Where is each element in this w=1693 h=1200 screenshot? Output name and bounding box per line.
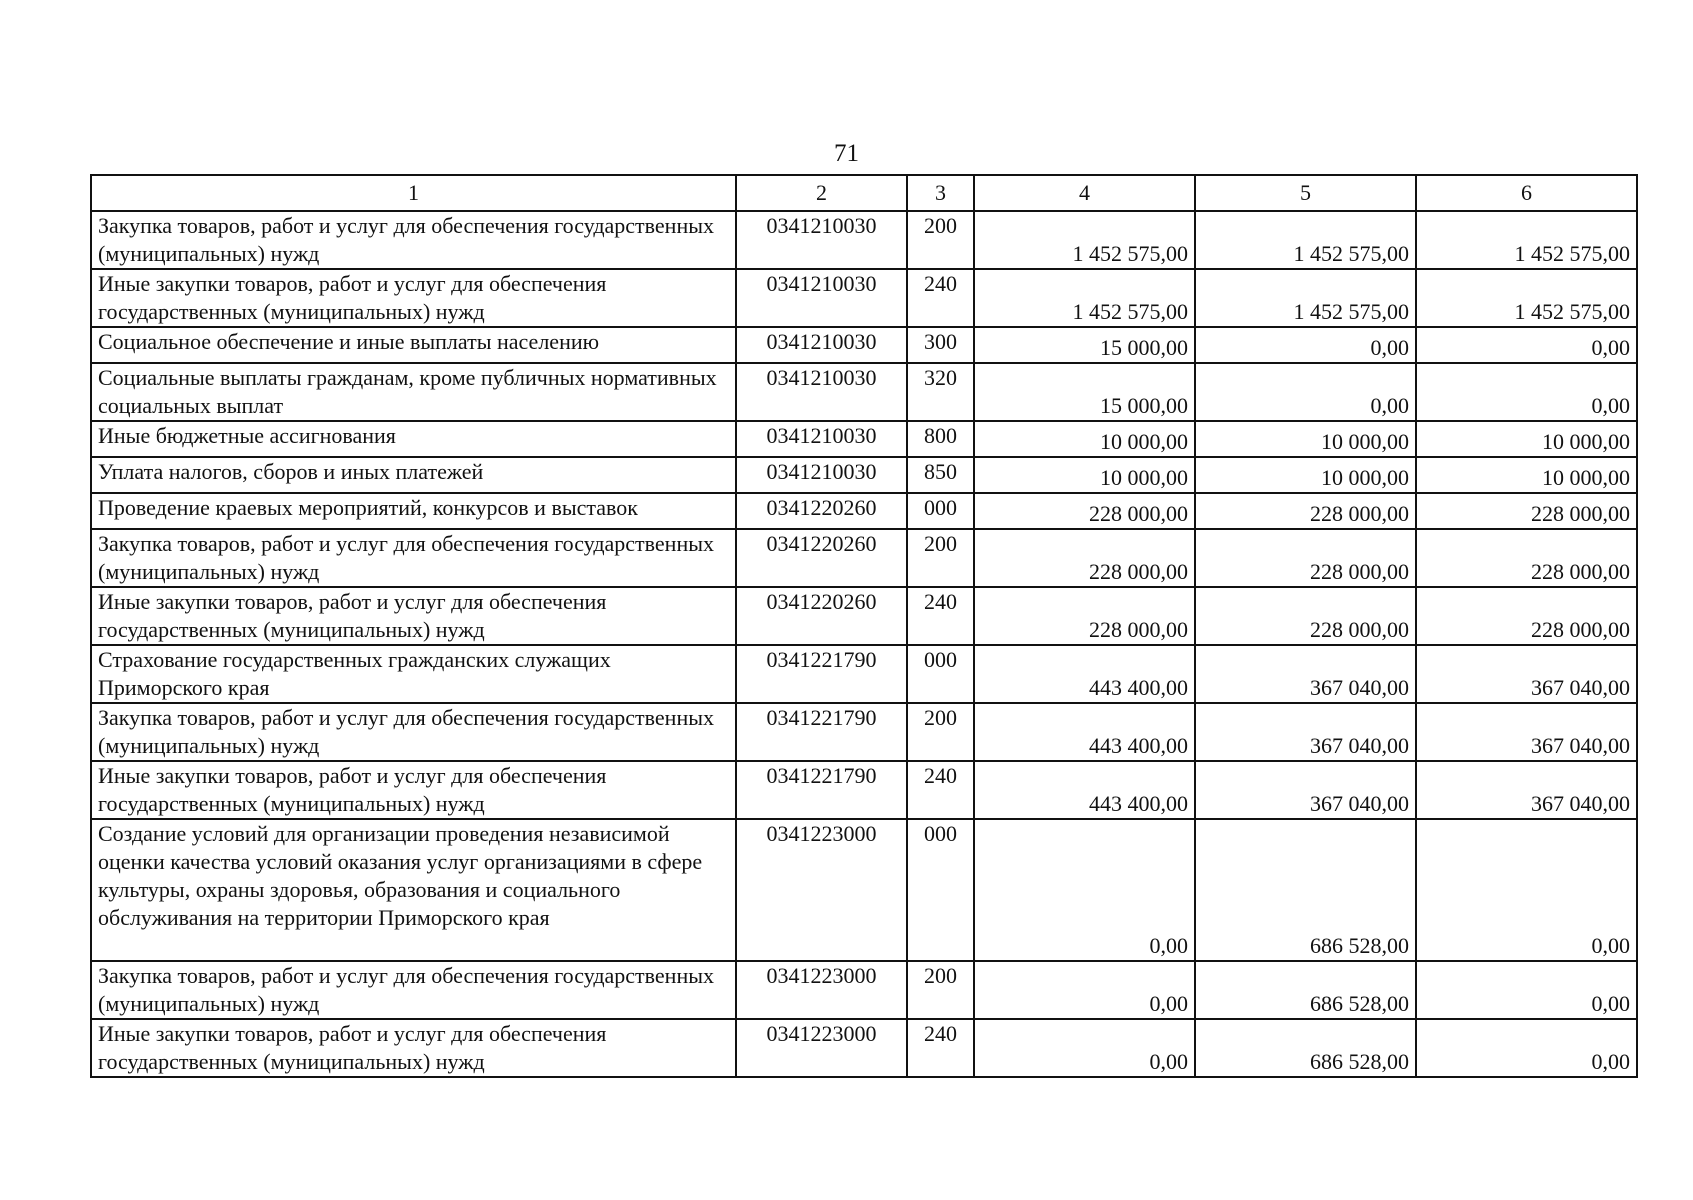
row-code: 0341210030 — [736, 211, 907, 269]
row-value-5: 228 000,00 — [1195, 529, 1416, 587]
row-value-6: 367 040,00 — [1416, 703, 1637, 761]
row-code: 0341221790 — [736, 703, 907, 761]
row-name: Уплата налогов, сборов и иных платежей — [91, 457, 736, 493]
row-code: 0341220260 — [736, 587, 907, 645]
row-value-4: 443 400,00 — [974, 761, 1195, 819]
table-header-row — [91, 175, 1637, 211]
row-code: 0341220260 — [736, 529, 907, 587]
row-kind: 240 — [907, 269, 974, 327]
row-value-5: 0,00 — [1195, 363, 1416, 421]
table-row — [91, 421, 1637, 457]
row-code: 0341221790 — [736, 761, 907, 819]
row-name: Социальные выплаты гражданам, кроме публичных нормативных социальных выплат — [91, 363, 736, 421]
row-value-5: 228 000,00 — [1195, 493, 1416, 529]
table-row — [91, 327, 1637, 363]
row-name: Иные закупки товаров, работ и услуг для обеспечения государственных (муниципальных) нужд — [91, 587, 736, 645]
row-code: 0341210030 — [736, 363, 907, 421]
row-name: Социальное обеспечение и иные выплаты населению — [91, 327, 736, 363]
column-header: 3 — [907, 175, 974, 211]
row-value-5: 0,00 — [1195, 327, 1416, 363]
row-kind: 200 — [907, 703, 974, 761]
row-name: Иные закупки товаров, работ и услуг для обеспечения государственных (муниципальных) нужд — [91, 761, 736, 819]
row-name: Проведение краевых мероприятий, конкурсов и выставок — [91, 493, 736, 529]
row-value-4: 0,00 — [974, 1019, 1195, 1077]
row-kind: 200 — [907, 529, 974, 587]
row-name: Иные закупки товаров, работ и услуг для обеспечения государственных (муниципальных) нужд — [91, 269, 736, 327]
row-value-6: 0,00 — [1416, 327, 1637, 363]
column-header: 4 — [974, 175, 1195, 211]
row-code: 0341223000 — [736, 961, 907, 1019]
row-value-6: 228 000,00 — [1416, 493, 1637, 529]
row-value-4: 443 400,00 — [974, 703, 1195, 761]
table-row — [91, 529, 1637, 587]
table-row — [91, 961, 1637, 1019]
row-kind: 200 — [907, 961, 974, 1019]
row-value-5: 228 000,00 — [1195, 587, 1416, 645]
row-value-5: 367 040,00 — [1195, 761, 1416, 819]
column-header: 2 — [736, 175, 907, 211]
row-value-5: 686 528,00 — [1195, 819, 1416, 961]
row-kind: 320 — [907, 363, 974, 421]
row-name: Иные бюджетные ассигнования — [91, 421, 736, 457]
row-value-6: 0,00 — [1416, 363, 1637, 421]
row-kind: 240 — [907, 1019, 974, 1077]
row-kind: 000 — [907, 819, 974, 961]
row-value-4: 1 452 575,00 — [974, 269, 1195, 327]
row-code: 0341210030 — [736, 327, 907, 363]
row-kind: 200 — [907, 211, 974, 269]
row-name: Закупка товаров, работ и услуг для обеспечения государственных (муниципальных) нужд — [91, 703, 736, 761]
row-value-6: 1 452 575,00 — [1416, 269, 1637, 327]
row-value-6: 0,00 — [1416, 1019, 1637, 1077]
row-kind: 240 — [907, 587, 974, 645]
row-value-6: 0,00 — [1416, 961, 1637, 1019]
row-value-6: 10 000,00 — [1416, 457, 1637, 493]
table-row — [91, 363, 1637, 421]
table-row — [91, 211, 1637, 269]
row-value-4: 228 000,00 — [974, 587, 1195, 645]
row-code: 0341221790 — [736, 645, 907, 703]
row-name: Страхование государственных гражданских служащих Приморского края — [91, 645, 736, 703]
row-code: 0341210030 — [736, 457, 907, 493]
table-row — [91, 645, 1637, 703]
row-kind: 300 — [907, 327, 974, 363]
row-value-5: 686 528,00 — [1195, 1019, 1416, 1077]
row-value-4: 443 400,00 — [974, 645, 1195, 703]
row-value-5: 1 452 575,00 — [1195, 269, 1416, 327]
row-kind: 800 — [907, 421, 974, 457]
row-value-5: 10 000,00 — [1195, 457, 1416, 493]
row-value-6: 228 000,00 — [1416, 529, 1637, 587]
row-value-4: 1 452 575,00 — [974, 211, 1195, 269]
column-header: 5 — [1195, 175, 1416, 211]
column-header: 1 — [91, 175, 736, 211]
column-header: 6 — [1416, 175, 1637, 211]
row-code: 0341223000 — [736, 819, 907, 961]
table-row — [91, 457, 1637, 493]
row-kind: 240 — [907, 761, 974, 819]
row-code: 0341210030 — [736, 421, 907, 457]
table-row — [91, 1019, 1637, 1077]
row-code: 0341220260 — [736, 493, 907, 529]
row-value-6: 367 040,00 — [1416, 761, 1637, 819]
row-value-6: 10 000,00 — [1416, 421, 1637, 457]
table-row — [91, 703, 1637, 761]
table-row — [91, 819, 1637, 961]
row-value-5: 10 000,00 — [1195, 421, 1416, 457]
row-name: Закупка товаров, работ и услуг для обеспечения государственных (муниципальных) нужд — [91, 211, 736, 269]
row-value-6: 0,00 — [1416, 819, 1637, 961]
row-kind: 850 — [907, 457, 974, 493]
row-name: Создание условий для организации проведения независимой оценки качества условий оказания услуг организациями в сфере культуры, охраны здоровья, образования и социального обслуживания на территории Приморского края — [91, 819, 736, 961]
row-value-5: 686 528,00 — [1195, 961, 1416, 1019]
row-name: Закупка товаров, работ и услуг для обеспечения государственных (муниципальных) нужд — [91, 529, 736, 587]
row-value-4: 15 000,00 — [974, 327, 1195, 363]
row-name: Иные закупки товаров, работ и услуг для обеспечения государственных (муниципальных) нужд — [91, 1019, 736, 1077]
table-row — [91, 761, 1637, 819]
page-number: 71 — [834, 140, 859, 167]
row-value-5: 367 040,00 — [1195, 703, 1416, 761]
row-value-4: 15 000,00 — [974, 363, 1195, 421]
row-value-4: 228 000,00 — [974, 493, 1195, 529]
budget-table — [90, 174, 1638, 1078]
row-value-6: 367 040,00 — [1416, 645, 1637, 703]
row-value-4: 10 000,00 — [974, 457, 1195, 493]
row-kind: 000 — [907, 493, 974, 529]
table-row — [91, 493, 1637, 529]
table-row — [91, 587, 1637, 645]
row-value-4: 0,00 — [974, 819, 1195, 961]
row-code: 0341210030 — [736, 269, 907, 327]
row-value-4: 228 000,00 — [974, 529, 1195, 587]
row-value-4: 10 000,00 — [974, 421, 1195, 457]
row-value-6: 1 452 575,00 — [1416, 211, 1637, 269]
row-value-5: 367 040,00 — [1195, 645, 1416, 703]
row-kind: 000 — [907, 645, 974, 703]
row-name: Закупка товаров, работ и услуг для обеспечения государственных (муниципальных) нужд — [91, 961, 736, 1019]
table-row — [91, 269, 1637, 327]
row-value-5: 1 452 575,00 — [1195, 211, 1416, 269]
row-value-4: 0,00 — [974, 961, 1195, 1019]
row-code: 0341223000 — [736, 1019, 907, 1077]
row-value-6: 228 000,00 — [1416, 587, 1637, 645]
